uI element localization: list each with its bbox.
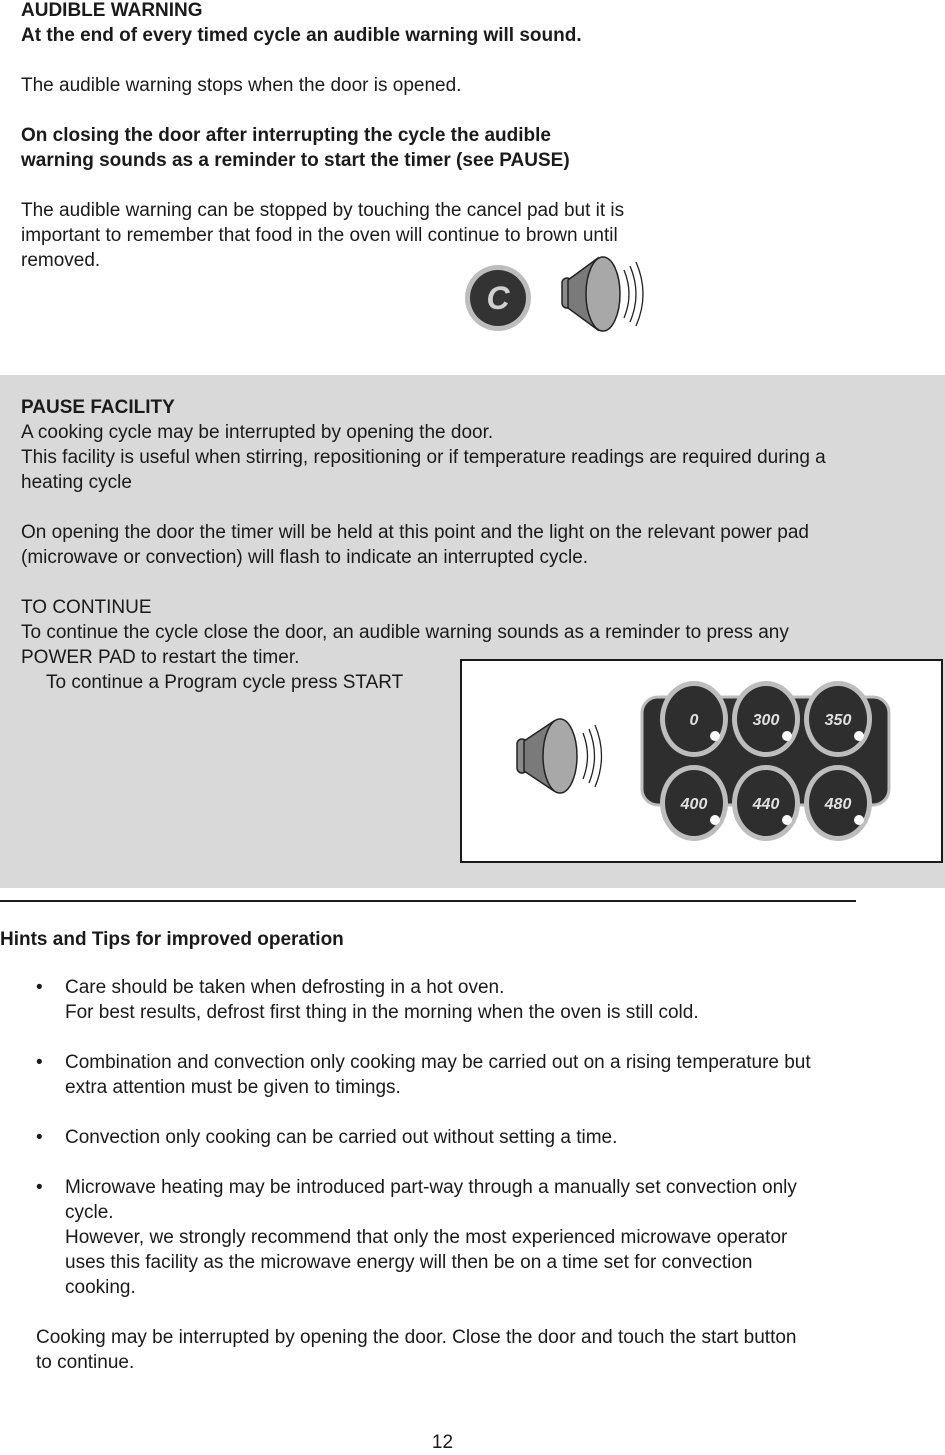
pause-line: A cooking cycle may be interrupted by opening the door. — [21, 422, 494, 443]
pause-line: This facility is useful when stirring, repositioning or if temperature readings are required during a — [21, 447, 826, 468]
closing-note — [36, 1325, 896, 1375]
reminder-line: On closing the door after interrupting the cycle the audible — [21, 125, 551, 146]
tip-line: uses this facility as the microwave energy will then be on a time set for convection — [65, 1252, 753, 1273]
cancel-speaker-illustration — [460, 250, 660, 340]
list-item — [36, 975, 896, 1025]
audible-stop-text: The audible warning stops when the door is opened. — [21, 75, 462, 96]
pause-heading: PAUSE FACILITY — [21, 397, 175, 418]
cancel-line: The audible warning can be stopped by touching the cancel pad but it is — [21, 200, 625, 221]
pause-line: (microwave or convection) will flash to indicate an interrupted cycle. — [21, 547, 589, 568]
continue-line: POWER PAD to restart the timer. — [21, 647, 300, 668]
list-item — [36, 1175, 896, 1300]
power-pad-label: 480 — [824, 796, 852, 813]
power-pad-label: 440 — [752, 796, 780, 813]
audible-warning-lead: At the end of every timed cycle an audible warning will sound. — [21, 25, 582, 46]
audible-warning-section — [21, 0, 721, 273]
tip-line: Combination and convection only cooking may be carried out on a rising temperature but — [65, 1052, 811, 1073]
power-pad-label: 350 — [824, 712, 852, 729]
list-item — [36, 1050, 896, 1100]
bullet: • — [36, 1177, 43, 1198]
power-pad-light — [710, 731, 720, 741]
bullet: • — [36, 1052, 43, 1073]
page-number: 12 — [431, 1432, 454, 1453]
tip-line: However, we strongly recommend that only the most experienced microwave operator — [65, 1227, 788, 1248]
power-pad-light — [782, 815, 792, 825]
closing-line: to continue. — [36, 1352, 135, 1373]
closing-line: Cooking may be interrupted by opening the door. Close the door and touch the start button — [36, 1327, 797, 1348]
continue-line: To continue a Program cycle press START — [46, 672, 404, 693]
pause-facility-section — [21, 395, 931, 695]
power-pad-button — [660, 765, 728, 841]
cancel-line: important to remember that food in the oven will continue to brown until — [21, 225, 618, 246]
power-pad-button — [660, 681, 728, 757]
pause-line: On opening the door the timer will be held at this point and the light on the relevant power pad — [21, 522, 809, 543]
cancel-pad-icon — [465, 265, 531, 331]
list-item — [36, 1125, 896, 1150]
tip-line: extra attention must be given to timings. — [65, 1077, 401, 1098]
power-pad-label: 0 — [689, 712, 699, 729]
tip-line: Convection only cooking can be carried out without setting a time. — [65, 1127, 618, 1148]
continue-line: To continue the cycle close the door, an audible warning sounds as a reminder to press any — [21, 622, 789, 643]
power-pad-illustration — [460, 659, 943, 863]
bullet: • — [36, 977, 43, 998]
tip-line: Care should be taken when defrosting in a hot oven. — [65, 977, 505, 998]
power-pad-button — [804, 765, 872, 841]
power-pad-light — [710, 815, 720, 825]
reminder-line: warning sounds as a reminder to start the timer (see PAUSE) — [21, 150, 570, 171]
pause-line: heating cycle — [21, 472, 132, 493]
tip-line: For best results, defrost first thing in the morning when the oven is still cold. — [65, 1002, 699, 1023]
cancel-line: removed. — [21, 250, 101, 271]
power-pad-svg — [462, 661, 941, 861]
power-pad-light — [782, 731, 792, 741]
power-pad-button — [732, 765, 800, 841]
cancel-pad-letter: C — [486, 280, 510, 316]
power-pad-label: 400 — [680, 796, 708, 813]
power-pad-light — [854, 731, 864, 741]
power-pad-button — [732, 681, 800, 757]
speaker-icon — [517, 719, 602, 793]
power-pad-label: 300 — [752, 712, 780, 729]
audible-warning-heading: AUDIBLE WARNING — [21, 0, 203, 21]
bullet: • — [36, 1127, 43, 1148]
tip-line: cooking. — [65, 1277, 136, 1298]
hints-list — [36, 975, 896, 1375]
speaker-icon — [562, 257, 643, 331]
power-pad-light — [854, 815, 864, 825]
tip-line: cycle. — [65, 1202, 114, 1223]
section-divider — [0, 900, 856, 902]
hints-title: Hints and Tips for improved operation — [0, 929, 344, 950]
tip-line: Microwave heating may be introduced part-way through a manually set convection only — [65, 1177, 797, 1198]
continue-heading: TO CONTINUE — [21, 597, 152, 618]
power-pad-button — [804, 681, 872, 757]
